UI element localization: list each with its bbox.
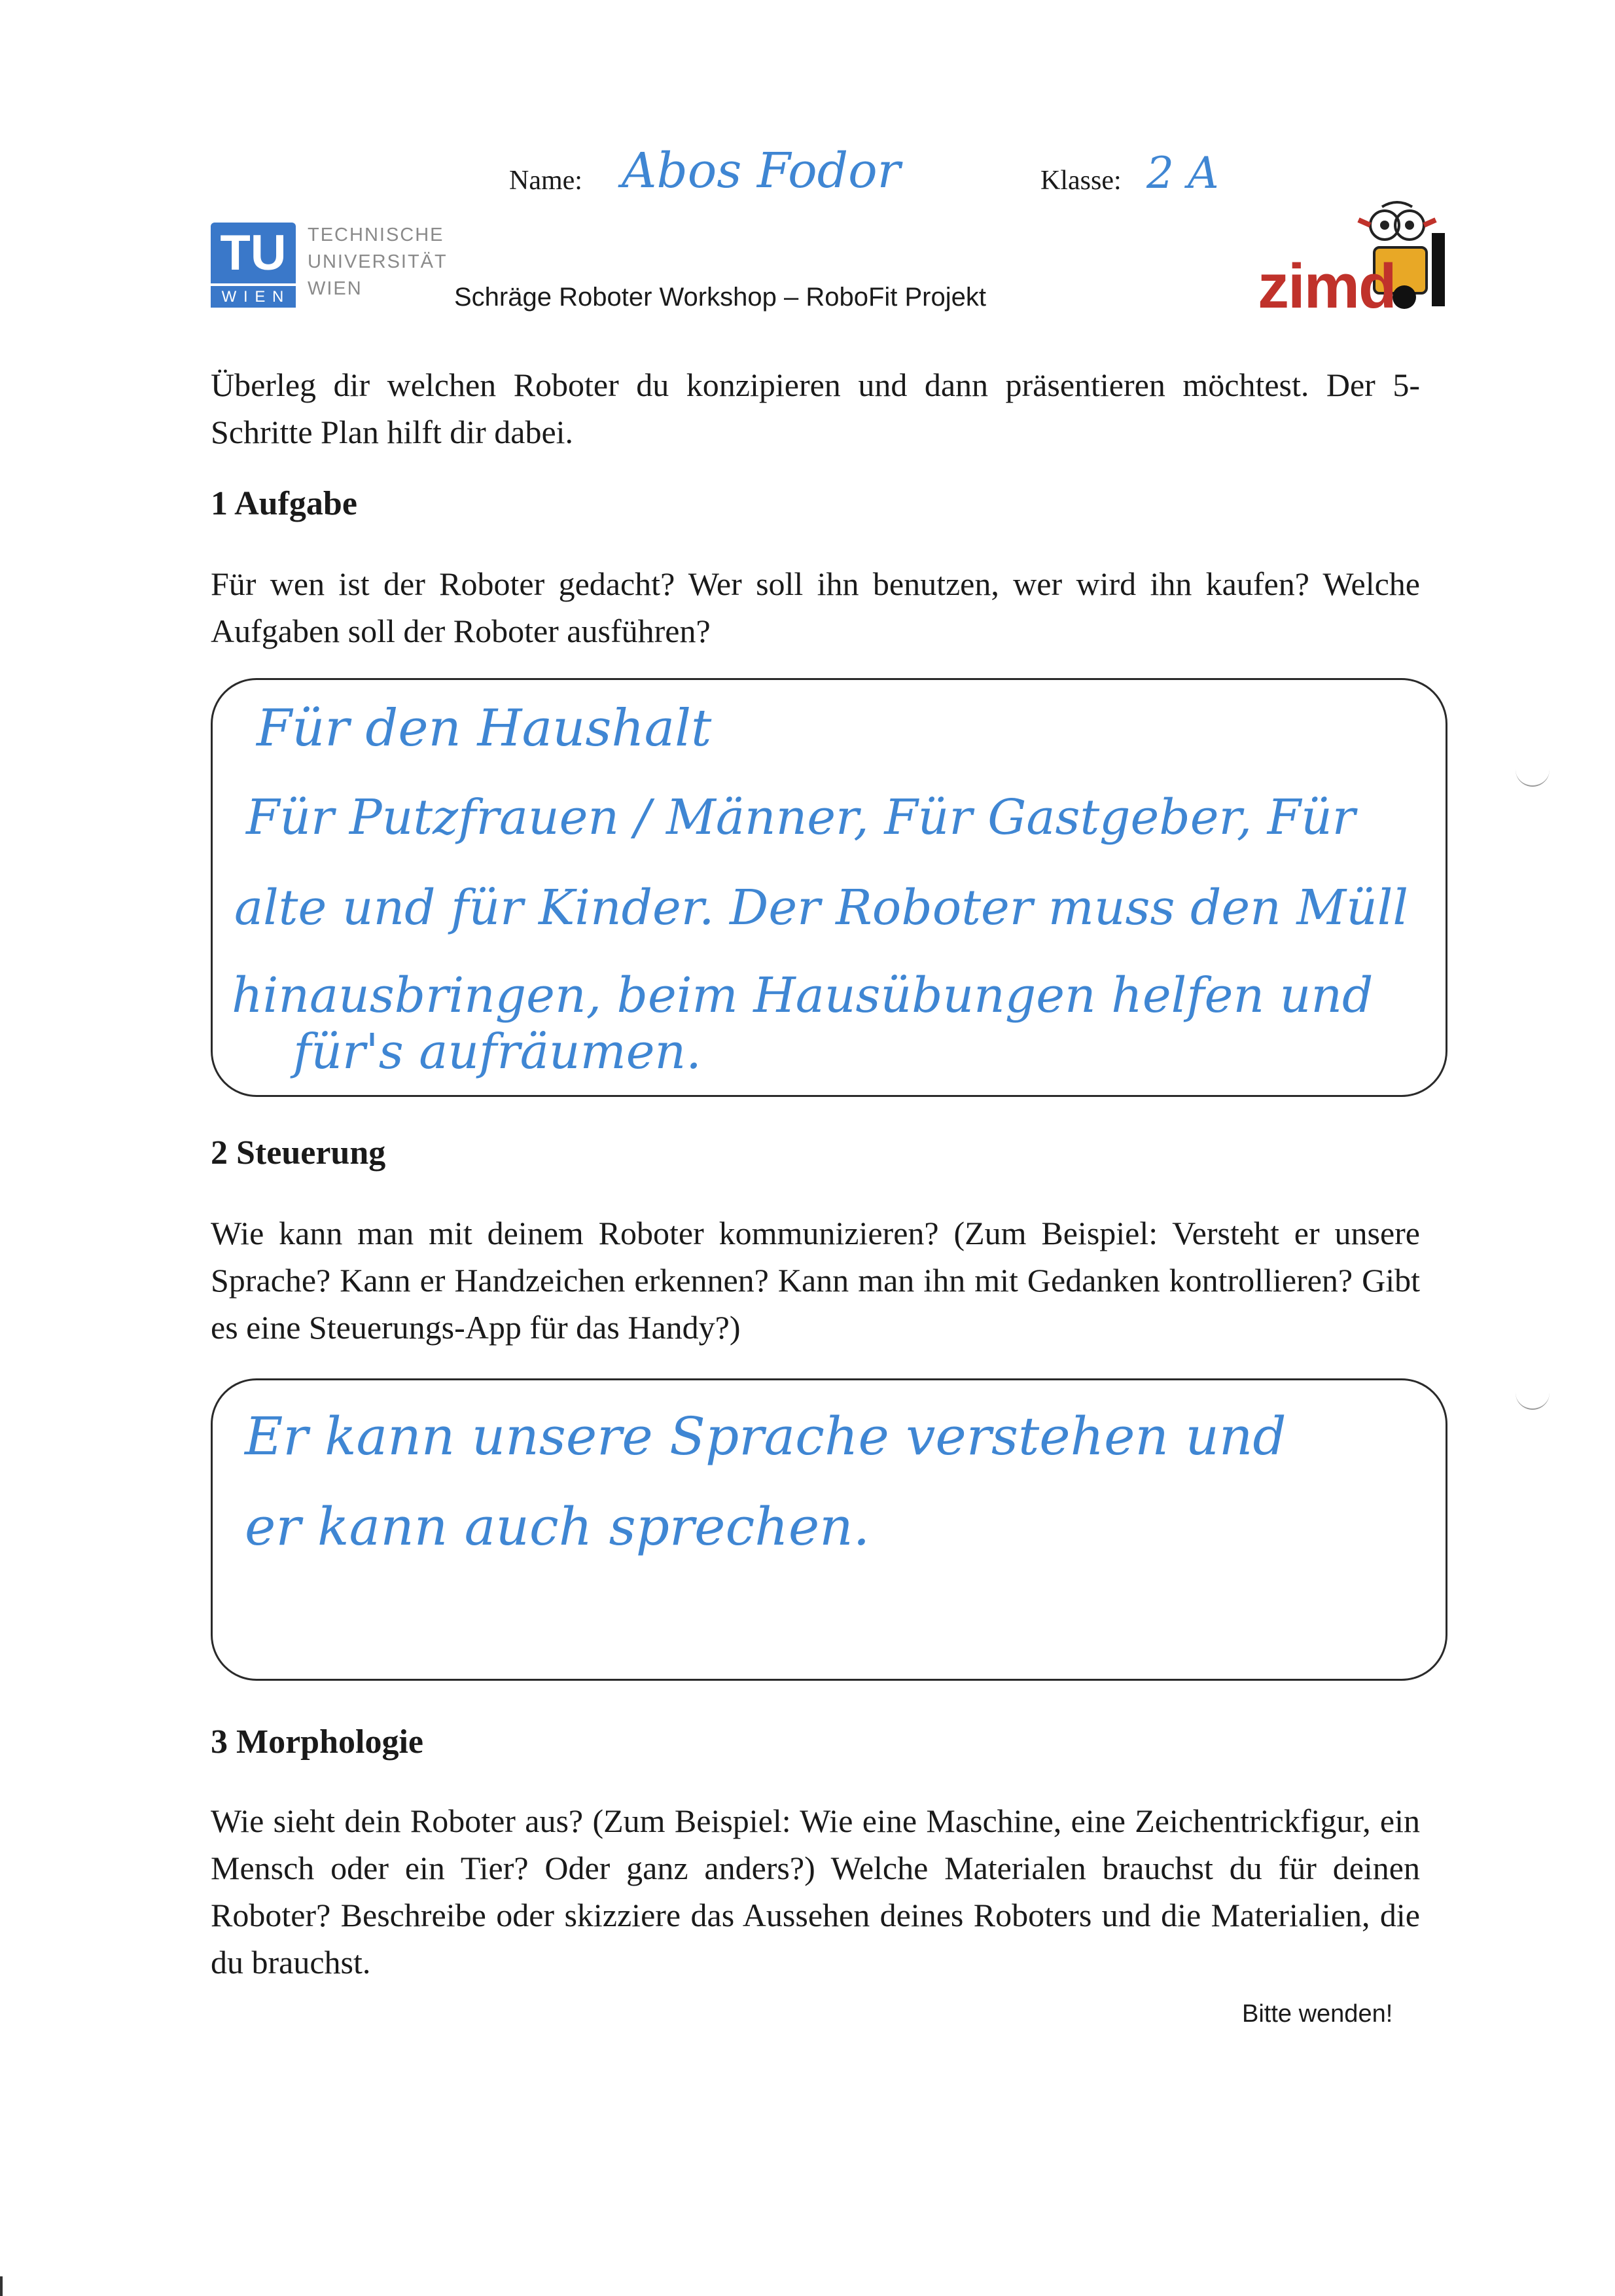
turn-page-note: Bitte wenden!: [1242, 2000, 1393, 2028]
name-label: Name:: [509, 166, 582, 196]
intro-text: Überleg dir welchen Roboter du konzipieren und dann präsentieren möchtest. Der 5-Schritte Plan hilft dir dabei.: [211, 367, 1420, 450]
class-label: Klasse:: [1040, 166, 1122, 196]
tu-name-line2: UNIVERSITÄT: [308, 251, 448, 272]
class-value[interactable]: 2 A: [1146, 148, 1219, 198]
section-1-question: Für wen ist der Roboter gedacht? Wer soll ihn benutzen, wer wird ihn kaufen? Welche Aufgaben soll der Roboter ausführen?: [211, 565, 1420, 649]
name-value[interactable]: Abos Fodor: [622, 143, 901, 199]
scan-mark: [1516, 1389, 1550, 1410]
tu-wien-logo: [211, 223, 296, 308]
section-3-heading: 3 Morphologie: [211, 1723, 423, 1761]
tu-wien-bar: W I E N: [211, 286, 296, 308]
scan-edge-mark: [0, 2276, 3, 2296]
section-1-answer-line: hinausbringen, beim Hausübungen helfen und: [232, 967, 1374, 1024]
section-2-heading: 2 Steuerung: [211, 1134, 386, 1172]
workshop-title: Schräge Roboter Workshop – RoboFit Projekt: [454, 283, 986, 312]
section-2-question: Wie kann man mit deinem Roboter kommunizieren? (Zum Beispiel: Versteht er unsere Sprache? Kann er Handzeichen erkennen? Kann man ihn mit Gedanken kontrollieren? Gibt es eine Steuerungs-App für das Handy?): [211, 1215, 1420, 1346]
section-2-answer-line: Er kann unsere Sprache verstehen und: [245, 1406, 1287, 1467]
zimd-wordmark-text: zimd: [1258, 251, 1396, 321]
scan-mark: [1516, 766, 1550, 787]
section-1-answer-line: Für Putzfrauen / Männer, Für Gastgeber, Für: [246, 789, 1356, 846]
section-1-heading: 1 Aufgabe: [211, 485, 357, 522]
section-1-answer-line: Für den Haushalt: [257, 699, 712, 758]
section-1-answer-line: alte und für Kinder. Der Roboter muss den Müll: [234, 880, 1409, 936]
section-1-answer-line: für's aufräumen.: [293, 1024, 701, 1080]
tu-name-line3: WIEN: [308, 278, 363, 299]
tu-name-line1: TECHNISCHE: [308, 224, 444, 245]
zimd-wordmark: [1258, 251, 1396, 321]
tu-letters: TU: [211, 223, 296, 283]
section-2-answer-line: er kann auch sprechen.: [245, 1496, 870, 1557]
section-3-question: Wie sieht dein Roboter aus? (Zum Beispiel: Wie eine Maschine, eine Zeichentrickfigur, ein Mensch oder ein Tier? Oder ganz anders?) Welche Materialen brauchst du für deinen Roboter? Beschreibe oder skizziere das Aussehen deines Roboters und die Materialien, die du brauchst.: [211, 1803, 1420, 1981]
zimd-logo: [1254, 187, 1470, 321]
